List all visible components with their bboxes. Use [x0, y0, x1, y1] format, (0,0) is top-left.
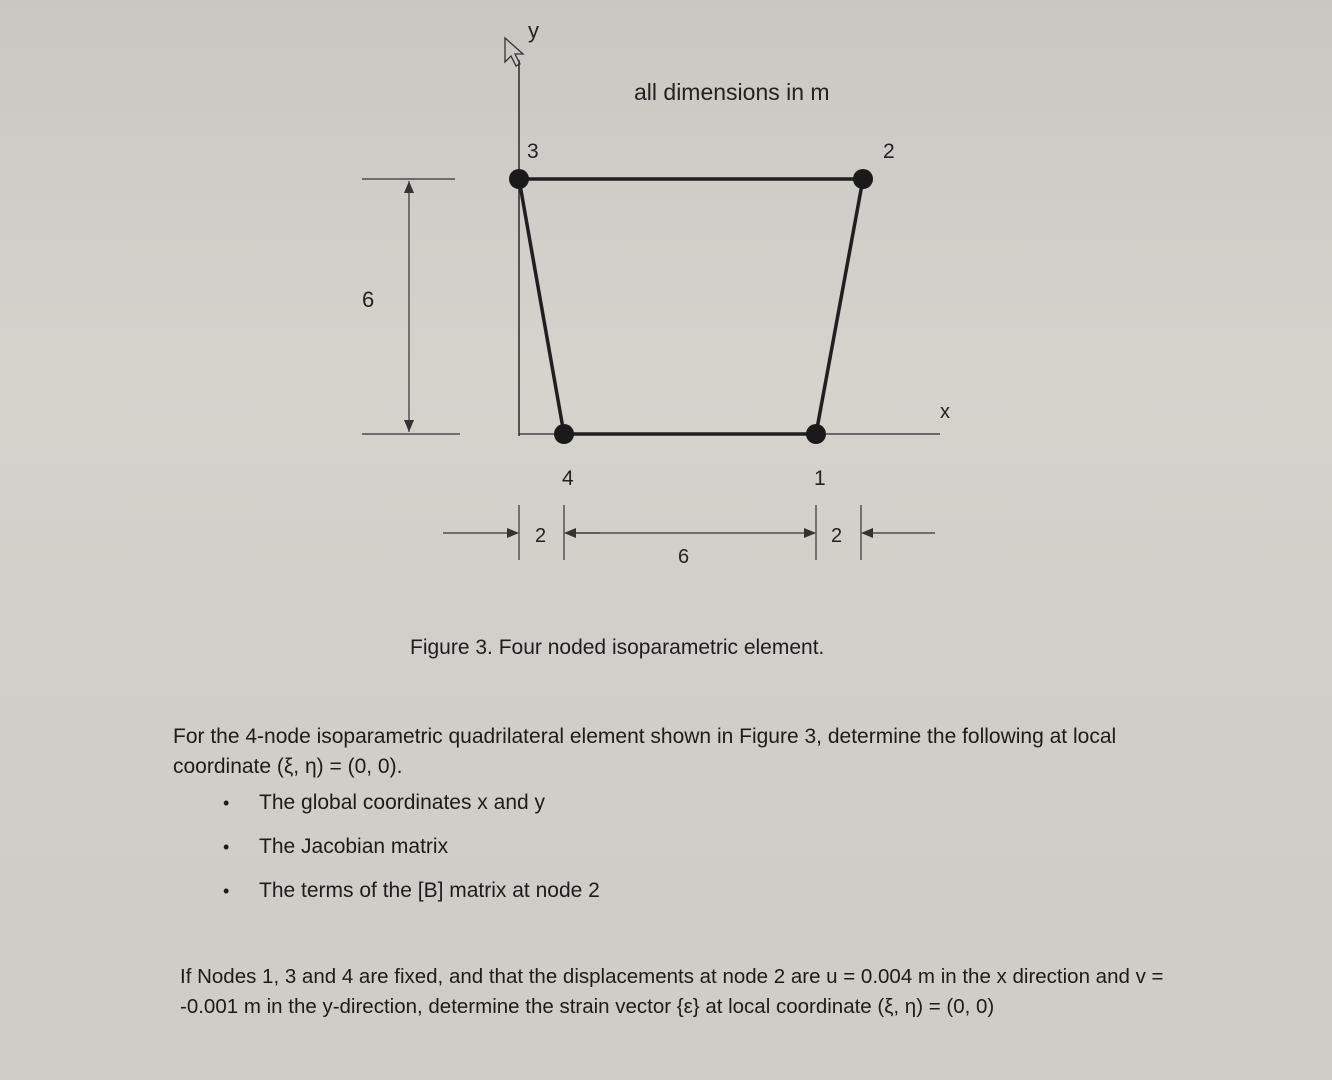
- height-dim-label: 6: [362, 287, 375, 312]
- height-arrow-bottom: [404, 420, 414, 432]
- node-3-label: 3: [527, 140, 539, 163]
- followup-text: If Nodes 1, 3 and 4 are fixed, and that the displacements at node 2 are u = 0.004 m in the x direction and v = -0.001 m in the y-direction, determine the strain vector {ε} at local coordinate (ξ, η) = (0, 0): [180, 965, 1164, 1018]
- question-block: [173, 722, 1173, 920]
- node-1-label: 1: [814, 467, 826, 490]
- node-2: [853, 169, 873, 189]
- x-axis-label: x: [940, 401, 950, 423]
- right-offset-arrow: [861, 528, 873, 538]
- cursor-icon: [505, 38, 523, 66]
- question-intro: For the 4-node isoparametric quadrilateral element shown in Figure 3, determine the following at local coordinate (ξ, η) = (0, 0).: [173, 725, 1117, 778]
- left-offset-label: 2: [535, 525, 547, 547]
- list-item: • The Jacobian matrix: [223, 832, 1173, 876]
- followup-question: [180, 962, 1170, 1022]
- node-3: [509, 169, 529, 189]
- node-2-label: 2: [883, 140, 895, 163]
- left-offset-arrow-a: [507, 528, 519, 538]
- list-item: • The global coordinates x and y: [223, 788, 1173, 832]
- right-offset-label: 2: [831, 525, 843, 547]
- element-outline: [519, 179, 863, 434]
- task-list: [173, 788, 1173, 920]
- list-item: • The terms of the [B] matrix at node 2: [223, 876, 1173, 920]
- node-4: [554, 424, 574, 444]
- units-note: all dimensions in m: [634, 79, 830, 105]
- node-1: [806, 424, 826, 444]
- bullet-icon: •: [223, 881, 230, 901]
- bottom-width-arrow-right: [804, 528, 816, 538]
- bottom-width-label: 6: [678, 546, 690, 568]
- y-axis-label: y: [528, 18, 539, 43]
- bullet-icon: •: [223, 837, 230, 857]
- height-arrow-top: [404, 181, 414, 193]
- figure-caption: Figure 3. Four noded isoparametric element.: [410, 636, 825, 659]
- bullet-icon: •: [223, 793, 230, 813]
- node-4-label: 4: [562, 467, 574, 490]
